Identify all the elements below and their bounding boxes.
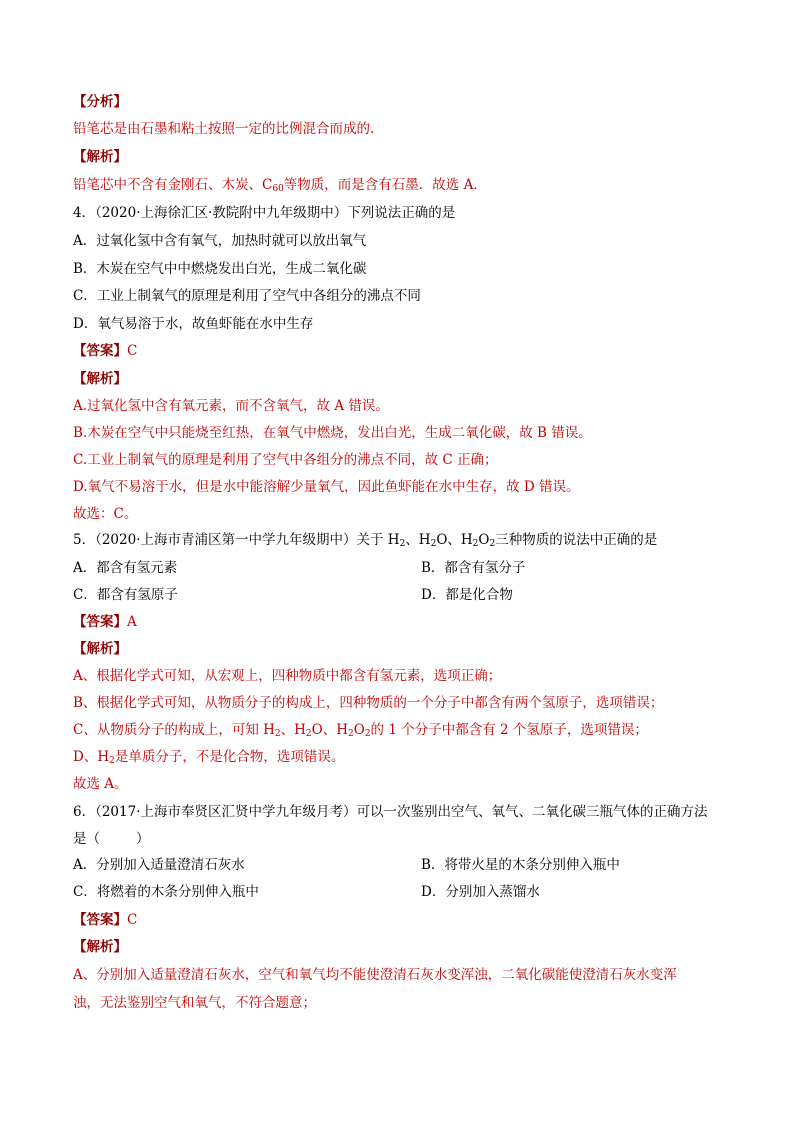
question-6-option-a: A．分别加入适量澄清石灰水 — [73, 857, 245, 873]
question-5-explanation-2: B、根据化学式可知，从物质分子的构成上，四种物质的一个分子中都含有两个氢原子，选项错误； — [73, 695, 664, 711]
question-4-option-a: A．过氧化氢中含有氧气，加热时就可以放出氧气 — [73, 233, 367, 249]
question-5-option-a: A．都含有氢元素 — [73, 560, 178, 576]
question-4-option-c: C．工业上制氧气的原理是利用了空气中各组分的沸点不同 — [73, 288, 421, 304]
question-4-explanation-5: 故选：C。 — [73, 506, 138, 522]
question-5-option-d: D．都是化合物 — [421, 587, 513, 603]
analysis-text: 铅笔芯是由石墨和粘土按照一定的比例混合而成的. — [73, 121, 375, 137]
question-6-explanation-1: A、分别加入适量澄清石灰水，空气和氧气均不能使澄清石灰水变浑浊，二氧化碳能使澄清石灰水变浑 — [73, 967, 677, 983]
explanation-text: 铅笔芯中不含有金刚石、木炭、$C_{60}$等物质，而是含有石墨．故选 A． — [73, 177, 487, 194]
question-6-answer: 【答案】C — [73, 912, 138, 928]
question-6-option-c: C．将燃着的木条分别伸入瓶中 — [73, 884, 259, 900]
question-5-option-b: B．都含有氢分子 — [421, 560, 526, 576]
question-6-stem-line-2: 是（ ） — [73, 831, 150, 847]
question-5-explanation-5: 故选 A。 — [73, 776, 128, 792]
question-4-explanation-1: A.过氧化氢中含有氧元素，而不含氧气，故 A 错误。 — [73, 398, 389, 414]
question-4-explanation-3: C.工业上制氧气的原理是利用了空气中各组分的沸点不同，故 C 正确； — [73, 452, 498, 468]
question-6-option-b: B．将带火星的木条分别伸入瓶中 — [421, 857, 620, 873]
question-6-options-row-2 — [73, 879, 734, 906]
question-5-option-c: C．都含有氢原子 — [73, 587, 178, 603]
question-5-options-row-1 — [73, 555, 734, 582]
question-5-explanation-1: A、根据化学式可知，从宏观上，四种物质中都含有氢元素，选项正确； — [73, 668, 502, 684]
analysis-heading: 【分析】 — [73, 94, 127, 110]
question-6-explanation-2: 浊，无法鉴别空气和氧气，不符合题意； — [73, 995, 316, 1011]
question-5-options-row-2 — [73, 582, 734, 609]
question-4-explanation-2: B.木炭在空气中只能烧至红热，在氧气中燃烧，发出白光，生成二氧化碳，故 B 错误。 — [73, 425, 592, 441]
question-5-explanation-heading: 【解析】 — [73, 641, 127, 657]
question-5-explanation-3: C、从物质分子的构成上，可知 $H_2$、$H_2O$、$H_2O_2$的 1 个分子中都含有 2 个氢原子，选项错误； — [73, 722, 648, 739]
question-5-stem: 5．（2020·上海市青浦区第一中学九年级期中）关于 $H_2$、$H_2O$、$H_2O_2$三种物质的说法中正确的是 — [73, 532, 658, 549]
question-4-answer: 【答案】C — [73, 343, 138, 359]
question-4-option-b: B．木炭在空气中中燃烧发出白光，生成二氧化碳 — [73, 261, 367, 277]
question-5-explanation-4: D、$H_2$是单质分子，不是化合物，选项错误。 — [73, 749, 345, 766]
explanation-heading: 【解析】 — [73, 149, 127, 165]
question-4-explanation-4: D.氧气不易溶于水，但是水中能溶解少量氧气，因此鱼虾能在水中生存，故 D 错误。 — [73, 479, 580, 495]
question-6-option-d: D．分别加入蒸馏水 — [421, 884, 540, 900]
question-5-answer: 【答案】A — [73, 614, 137, 630]
question-4-stem: 4．（2020·上海徐汇区·教院附中九年级期中）下列说法正确的是 — [73, 205, 456, 221]
question-6-options-row-1 — [73, 852, 734, 879]
question-6-explanation-heading: 【解析】 — [73, 939, 127, 955]
question-4-option-d: D．氧气易溶于水，故鱼虾能在水中生存 — [73, 316, 314, 332]
question-4-explanation-heading: 【解析】 — [73, 371, 127, 387]
question-6-stem-line-1: 6．（2017·上海市奉贤区汇贤中学九年级月考）可以一次鉴别出空气、氧气、二氧化碳三瓶气体的正确方法 — [73, 804, 708, 820]
